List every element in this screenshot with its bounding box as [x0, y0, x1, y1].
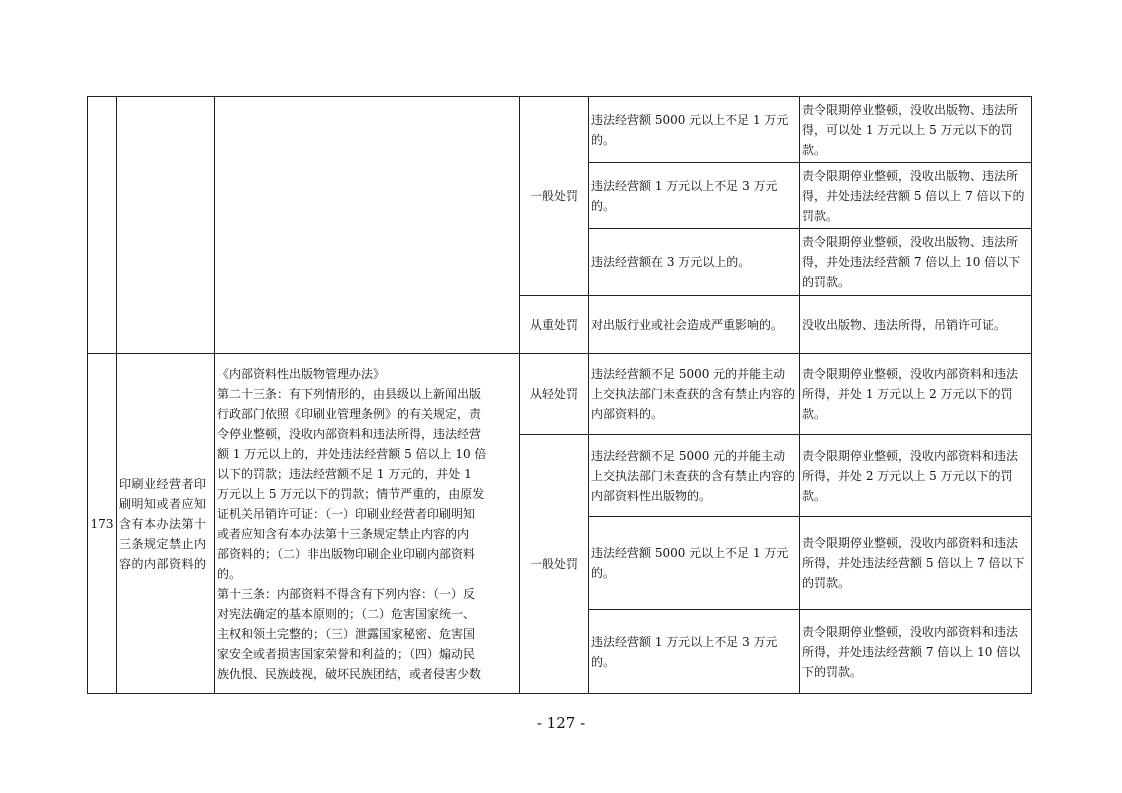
basis-line: 证机关吊销许可证：（一）印刷业经营者印刷明知 — [217, 506, 476, 521]
basis-line: 主权和领土完整的；（三）泄露国家秘密、危害国 — [217, 626, 476, 641]
condition-cell: 违法经营额 1 万元以上不足 3 万元的。 — [589, 163, 800, 229]
basis-line: 以下的罚款；违法经营额不足 1 万元的，并处 1 — [217, 466, 472, 481]
penalty-cell: 责令限期停业整顿，没收内部资料和违法所得，并处违法经营额 7 倍以上 10 倍以下的罚款。 — [800, 610, 1032, 694]
condition-cell: 违法经营额 5000 元以上不足 1 万元的。 — [589, 97, 800, 163]
basis-line: 万元以上 5 万元以下的罚款；情节严重的，由原发 — [217, 486, 485, 501]
basis-line: 第十三条：内部资料不得含有下列内容：（一）反 — [217, 586, 476, 601]
page-number: - 127 - — [536, 714, 586, 732]
prev-basis-cell — [215, 97, 520, 354]
legal-basis — [215, 354, 520, 694]
item-number: 173 — [88, 354, 117, 694]
penalty-cell: 责令限期停业整顿，没收内部资料和违法所得，并处 2 万元以上 5 万元以下的罚款。 — [800, 435, 1032, 517]
table-row — [88, 354, 1032, 435]
basis-line: 对宪法确定的基本原则的；（二）危害国家统一、 — [217, 606, 476, 621]
basis-line: 族仇恨、民族歧视，破坏民族团结，或者侵害少数 — [217, 666, 482, 681]
condition-cell: 违法经营额不足 5000 元的并能主动上交执法部门未查获的含有禁止内容的内部资料性出版物的。 — [589, 435, 800, 517]
basis-line: 或者应知含有本办法第十三条规定禁止内容的内 — [217, 526, 470, 541]
table-row — [88, 97, 1032, 163]
penalty-cell: 没收出版物、违法所得，吊销许可证。 — [800, 296, 1032, 354]
level-cell: 从重处罚 — [520, 296, 589, 354]
condition-cell: 违法经营额在 3 万元以上的。 — [589, 229, 800, 296]
basis-line: 家安全或者损害国家荣誉和利益的；（四）煽动民 — [217, 646, 476, 661]
penalty-cell: 责令限期停业整顿，没收出版物、违法所得，并处违法经营额 5 倍以上 7 倍以下的罚款。 — [800, 163, 1032, 229]
penalty-table — [87, 96, 1032, 694]
level-cell: 一般处罚 — [520, 435, 589, 694]
level-cell: 从轻处罚 — [520, 354, 589, 435]
item-name: 印刷业经营者印刷明知或者应知含有本办法第十三条规定禁止内容的内部资料的 — [117, 354, 215, 694]
penalty-cell: 责令限期停业整顿，没收内部资料和违法所得，并处 1 万元以上 2 万元以下的罚款。 — [800, 354, 1032, 435]
condition-cell: 违法经营额 5000 元以上不足 1 万元的。 — [589, 517, 800, 610]
prev-number-cell — [88, 97, 117, 354]
condition-cell: 违法经营额 1 万元以上不足 3 万元的。 — [589, 610, 800, 694]
condition-cell: 对出版行业或社会造成严重影响的。 — [589, 296, 800, 354]
prev-name-cell — [117, 97, 215, 354]
basis-line: 行政部门依照《印刷业管理条例》的有关规定，责 — [217, 406, 482, 421]
level-cell: 一般处罚 — [520, 97, 589, 296]
penalty-cell: 责令限期停业整顿，没收出版物、违法所得，并处违法经营额 7 倍以上 10 倍以下的罚款。 — [800, 229, 1032, 296]
penalty-cell: 责令限期停业整顿，没收出版物、违法所得，可以处 1 万元以上 5 万元以下的罚款。 — [800, 97, 1032, 163]
condition-cell: 违法经营额不足 5000 元的并能主动上交执法部门未查获的含有禁止内容的内部资料的。 — [589, 354, 800, 435]
basis-line: 《内部资料性出版物管理办法》 — [217, 366, 386, 381]
basis-line: 第二十三条：有下列情形的，由县级以上新闻出版 — [217, 386, 482, 401]
basis-line: 的。 — [217, 566, 242, 581]
penalty-cell: 责令限期停业整顿，没收内部资料和违法所得，并处违法经营额 5 倍以上 7 倍以下的罚款。 — [800, 517, 1032, 610]
basis-line: 额 1 万元以上的，并处违法经营额 5 倍以上 10 倍 — [217, 446, 487, 461]
basis-line: 部资料的；（二）非出版物印刷企业印刷内部资料 — [217, 546, 476, 561]
basis-line: 令停业整顿，没收内部资料和违法所得，违法经营 — [217, 426, 482, 441]
